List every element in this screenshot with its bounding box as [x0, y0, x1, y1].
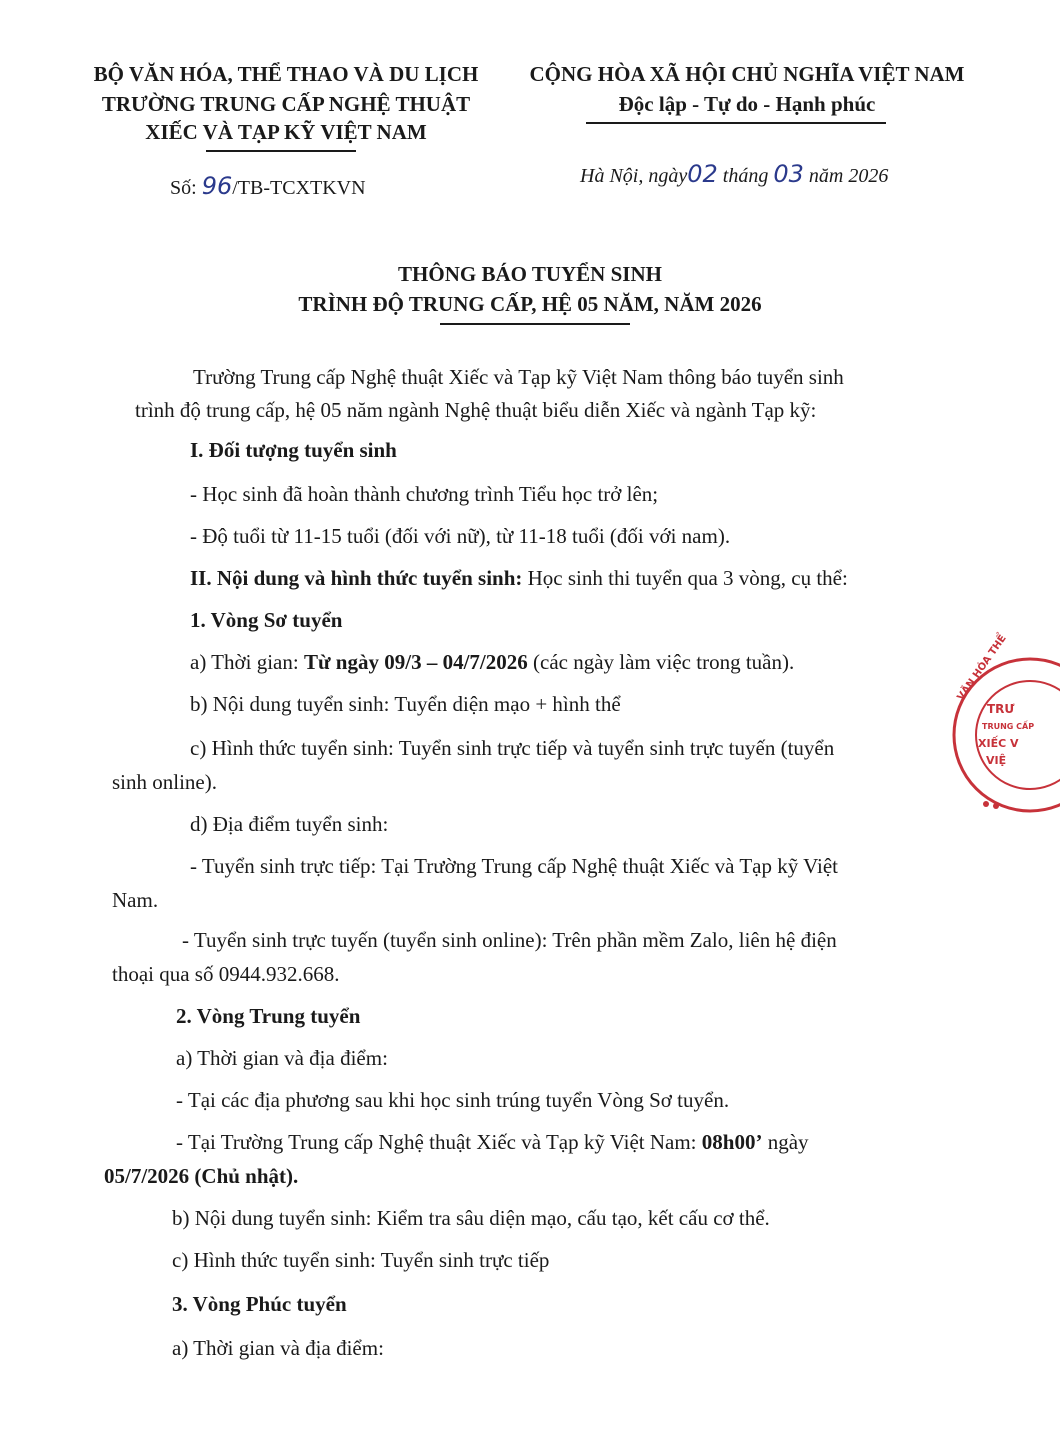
header-left-underline [206, 150, 356, 152]
round2-location2-time: 08h00’ [701, 1130, 763, 1154]
round3-heading: 3. Vòng Phúc tuyển [172, 1292, 347, 1316]
round1-heading: 1. Vòng Sơ tuyển [190, 608, 343, 632]
round1-time [190, 650, 794, 675]
stamp-dot [983, 801, 989, 807]
section2-heading-bold: II. Nội dung và hình thức tuyển sinh: [190, 566, 523, 590]
section1-item1: - Học sinh đã hoàn thành chương trình Tiểu học trở lên; [190, 482, 659, 506]
date-month-word: tháng [722, 165, 769, 187]
round2-content: b) Nội dung tuyển sinh: Kiểm tra sâu diện mạo, cấu tạo, kết cấu cơ thể. [172, 1206, 770, 1230]
school-name-line1: TRƯỜNG TRUNG CẤP NGHỆ THUẬT [101, 92, 471, 116]
round2-location2-text: - Tại Trường Trung cấp Nghệ thuật Xiếc và Tạp kỹ Việt Nam: [176, 1130, 702, 1154]
stamp-inner-ring [976, 681, 1060, 789]
doc-no-handwritten: 96 [201, 172, 233, 200]
round1-location-online-line1: - Tuyển sinh trực tuyến (tuyển sinh online): Trên phần mềm Zalo, liên hệ điện [182, 928, 837, 952]
round3-time-location: a) Thời gian và địa điểm: [172, 1336, 384, 1360]
title-underline [440, 323, 630, 325]
round2-format: c) Hình thức tuyển sinh: Tuyển sinh trực tiếp [172, 1248, 550, 1272]
doc-no-suffix: /TB-TCXTKVN [232, 177, 366, 199]
round1-time-rest: (các ngày làm việc trong tuần). [527, 650, 795, 674]
stamp-inner-line2: TRUNG CẤP [982, 722, 1035, 731]
round1-location: d) Địa điểm tuyển sinh: [190, 812, 389, 836]
round1-format-line1: c) Hình thức tuyển sinh: Tuyển sinh trực tiếp và tuyển sinh trực tuyến (tuyển [190, 736, 835, 760]
stamp-ring-text: VĂN HÓA THỂ [955, 633, 1009, 703]
round1-location-online-line2: thoại qua số 0944.932.668. [112, 962, 340, 986]
notice-title: THÔNG BÁO TUYỂN SINH [398, 262, 662, 286]
round1-format-line2: sinh online). [112, 770, 217, 794]
round2-heading: 2. Vòng Trung tuyển [176, 1004, 361, 1028]
official-stamp [940, 633, 1035, 815]
date-year: năm 2026 [808, 165, 889, 187]
issue-date [580, 160, 888, 188]
stamp-inner-line3: XIẾC V [978, 737, 1019, 750]
round1-time-label: a) Thời gian: [190, 650, 304, 674]
round2-location1: - Tại các địa phương sau khi học sinh trúng tuyển Vòng Sơ tuyển. [176, 1088, 730, 1112]
stamp-inner-line4: VIỆ [986, 754, 1007, 767]
date-prefix: Hà Nội, ngày [580, 165, 688, 187]
date-day-handwritten: 02 [687, 160, 718, 188]
section1-item2: - Độ tuổi từ 11-15 tuổi (đối với nữ), từ 11-18 tuổi (đối với nam). [190, 524, 731, 548]
motto: Độc lập - Tự do - Hạnh phúc [618, 92, 876, 116]
motto-underline [586, 122, 886, 124]
round1-time-range: Từ ngày 09/3 – 04/7/2026 [303, 650, 528, 674]
country-name: CỘNG HÒA XÃ HỘI CHỦ NGHĨA VIỆT NAM [529, 62, 965, 86]
notice-subtitle: TRÌNH ĐỘ TRUNG CẤP, HỆ 05 NĂM, NĂM 2026 [298, 292, 762, 316]
round1-location-direct-line1: - Tuyển sinh trực tiếp: Tại Trường Trung cấp Nghệ thuật Xiếc và Tạp kỹ Việt [190, 854, 838, 878]
round1-content: b) Nội dung tuyển sinh: Tuyển diện mạo + hình thể [190, 692, 621, 716]
round1-location-direct-line2: Nam. [112, 888, 159, 912]
round2-location2-line2: 05/7/2026 (Chủ nhật). [104, 1164, 299, 1188]
round2-time-location: a) Thời gian và địa điểm: [176, 1046, 388, 1070]
intro-line2: trình độ trung cấp, hệ 05 năm ngành Nghệ thuật biểu diễn Xiếc và ngành Tạp kỹ: [135, 398, 817, 422]
stamp-inner-line1: TRƯ [987, 702, 1015, 716]
ministry-name: BỘ VĂN HÓA, THỂ THAO VÀ DU LỊCH [93, 62, 479, 86]
intro-line1: Trường Trung cấp Nghệ thuật Xiếc và Tạp kỹ Việt Nam thông báo tuyển sinh [193, 365, 844, 389]
school-name-line2: XIẾC VÀ TẠP KỸ VIỆT NAM [145, 120, 427, 144]
section2-heading [190, 566, 848, 591]
stamp-dot [993, 803, 999, 809]
section1-heading: I. Đối tượng tuyển sinh [190, 438, 397, 462]
round2-location2-line1 [176, 1130, 809, 1155]
round2-location2-rest: ngày [762, 1130, 809, 1154]
section2-heading-rest: Học sinh thi tuyển qua 3 vòng, cụ thể: [522, 566, 848, 590]
document-number [170, 172, 366, 200]
date-month-handwritten: 03 [773, 160, 804, 188]
doc-no-prefix: Số: [170, 177, 197, 199]
